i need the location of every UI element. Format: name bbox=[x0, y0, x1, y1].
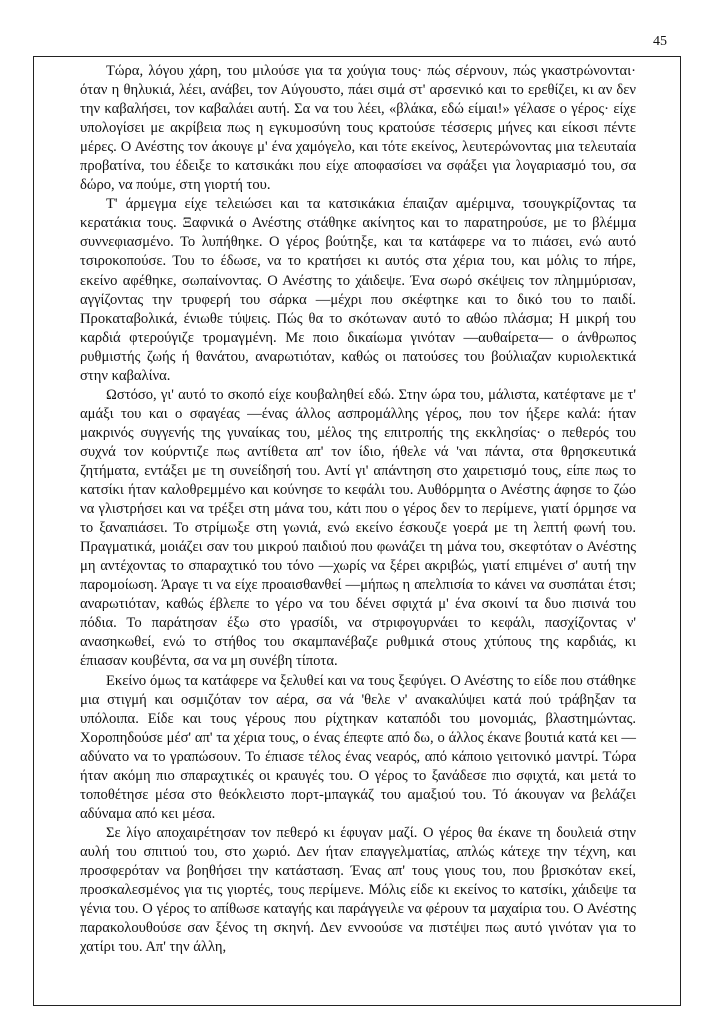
paragraph: Τώρα, λόγου χάρη, του μιλούσε για τα χούγια τους· πώς σέρνουν, πώς γκαστρώνονται· όταν η θηλυκιά, λέει, ανάβει, τον Αύγουστο, πάει σιμά στ' αρσενικό και το ερεθίζει, κι αν δεν την καβαλήσει, τον καβαλάει αυτή. Σα να του λέει, «βλάκα, εδώ είμαι!» γέλασε ο γέρος· είχε υπολογίσει με ακρίβεια πως η εγκυμοσύνη τους κρατούσε τέσσερις μήνες και είκοσι πέντε μέρες. Ο Ανέστης τον άκουγε μ' ένα χαμόγελο, και τότε εκείνος, λευτερώνοντας μια τελευταία προβατίνα, του έδειξε το κατσικάκι που είχε αποφασίσει να σφάξει για λογαριασμό του, σα δώρο, να πούμε, στη γιορτή του. bbox=[80, 63, 636, 194]
text-body bbox=[80, 62, 636, 957]
paragraph: Εκείνο όμως τα κατάφερε να ξελυθεί και να τους ξεφύγει. Ο Ανέστης το είδε που στάθηκε μια στιγμή και οσμιζόταν τον αέρα, σα νά 'θελε ν' ανακαλύψει κατά πού τράβηξαν τα υπόλοιπα. Είδε και τους γέρους που ρίχτηκαν καταπόδι του μονομιάς, βλαστημώντας. Χοροπηδούσε μέσ' απ' τα χέρια τους, ο ένας έπεφτε από δω, ο άλλος έκανε βουτιά κατά κει —αδύνατο να το γραπώσουν. Το έπιασε τέλος ένας νεαρός, από κάποιο γειτονικό μαντρί. Τώρα ήταν ακόμη πιο σπαραχτικές οι κραυγές του. Ο γέρος το ξανάδεσε πιο σφιχτά, και μετά το τοποθέτησε μέσα στο θεόκλειστο πορτ-μπαγκάζ του αμαξιού του. Τό άκουγαν να βελάζει αδύναμα από κει μέσα. bbox=[80, 672, 636, 822]
page-number: 45 bbox=[653, 34, 667, 49]
paragraph: Ωστόσο, γι' αυτό το σκοπό είχε κουβαληθεί εδώ. Στην ώρα του, μάλιστα, κατέφτανε με τ' αμάξι του και ο σφαγέας —ένας άλλος ασπρομάλλης γέρος, που τον ήξερε καλά: ήταν μακρινός συγγενής της γυναίκας του, μέλος της επιτροπής της εκκλησίας· ο πεθερός του συχνά τον κούρντιζε πως αντίθετα απ' τον ίδιο, ήθελε νά 'ναι πάντα, στα θρησκευτικά ζητήματα, εντάξει με τη συνείδησή του. Αντί γι' απάντηση στο χαιρετισμό τους, είπε πως το κατσίκι ήταν καλοθρεμμένο και κούνησε το κεφάλι του. Αυθόρμητα ο Ανέστης άφησε το ζώο να γλιστρήσει και να τρέξει στη μάνα του, κάτι που ο γέρος δεν το περίμενε, γιατί όρμησε να το ξαναπιάσει. Το στρίμωξε στη γωνιά, ενώ εκείνο έσκουζε γοερά με τη λεπτή φωνή του. Πραγματικά, μοιάζει σαν του μικρού παιδιού που φωνάζει τη μάνα του, σκεφτόταν ο Ανέστης μη αντέχοντας το σπαραχτικό του τόνο —χωρίς να ξέρει ακριβώς, γιατί επιμένει σ' αυτή την παρομοίωση. Άραγε τι να είχε προαισθανθεί —μήπως η απελπισία το κάνει να συσπάται έτσι; αναρωτιόταν, καθώς έβλεπε το γέρο να του δένει σφιχτά μ' ένα σκοινί τα δυο πισινά του πόδια. Το παράτησαν έξω στο γρασίδι, να στριφογυρνάει το κεφάλι, πασχίζοντας ν' ανασηκωθεί, ενώ το στήθος του σκαμπανέβαζε ρυθμικά στους χτύπους της καρδιάς, κι έπιασαν κουβέντα, σα να μη συνέβη τίποτα. bbox=[80, 386, 636, 670]
paragraph: Τ' άρμεγμα είχε τελειώσει και τα κατσικάκια έπαιζαν αμέριμνα, τσουγκρίζοντας τα κερατάκια τους. Ξαφνικά ο Ανέστης στάθηκε ακίνητος και το παρατηρούσε, με το βλέμμα συννεφιασμένο. Το λυπήθηκε. Ο γέρος βούτηξε, και τα κατάφερε να το πιάσει, ενώ αυτό τσιροκοπούσε. Του το έδωσε, να το κρατήσει κι αυτός στα χέρια του, και μόλις το πήρε, εκείνο αφέθηκε, σωπαίνοντας. Ο Ανέστης το χάιδεψε. Ένα σωρό σκέψεις τον πλημμύρισαν, αγγίζοντας την τρυφερή του σάρκα —μέχρι που σκέφτηκε και το δικό του το παιδί. Προκαταβολικά, ένιωθε τύψεις. Πώς θα το σκότωναν αυτό το αθώο πλάσμα; Η μικρή του καρδιά φτερούγιζε τρομαγμένη. Με ποιο δικαίωμα γινόταν —αυθαίρετα— ο άνθρωπος ρυθμιστής ζωής ή θανάτου, αναρωτιόταν, καθώς οι πατούσες του βούλιαζαν κυριολεκτικά στην καβαλίνα. bbox=[80, 196, 636, 384]
paragraph: Σε λίγο αποχαιρέτησαν τον πεθερό κι έφυγαν μαζί. Ο γέρος θα έκανε τη δουλειά στην αυλή του σπιτιού του, στο χωριό. Δεν ήταν επαγγελματίας, απλώς κάτεχε την τέχνη, και προσφερόταν να βοηθήσει την κατάσταση. Ένας απ' τους γιους του, που βρισκόταν εκεί, προσκαλεσμένος για τις γιορτές, τους περίμενε. Μόλις είδε κι εκείνος το κατσίκι, χάιδεψε τα γένια του. Ο γέρος το απίθωσε καταγής και παράγγειλε να φέρουν τα μαχαίρια του. Ο Ανέστης παρακολουθούσε σαν ξένος τη σκηνή. Δεν εννοούσε να πιστέψει πως αυτό γινόταν για το χατίρι του. Απ' την άλλη, bbox=[80, 824, 636, 956]
